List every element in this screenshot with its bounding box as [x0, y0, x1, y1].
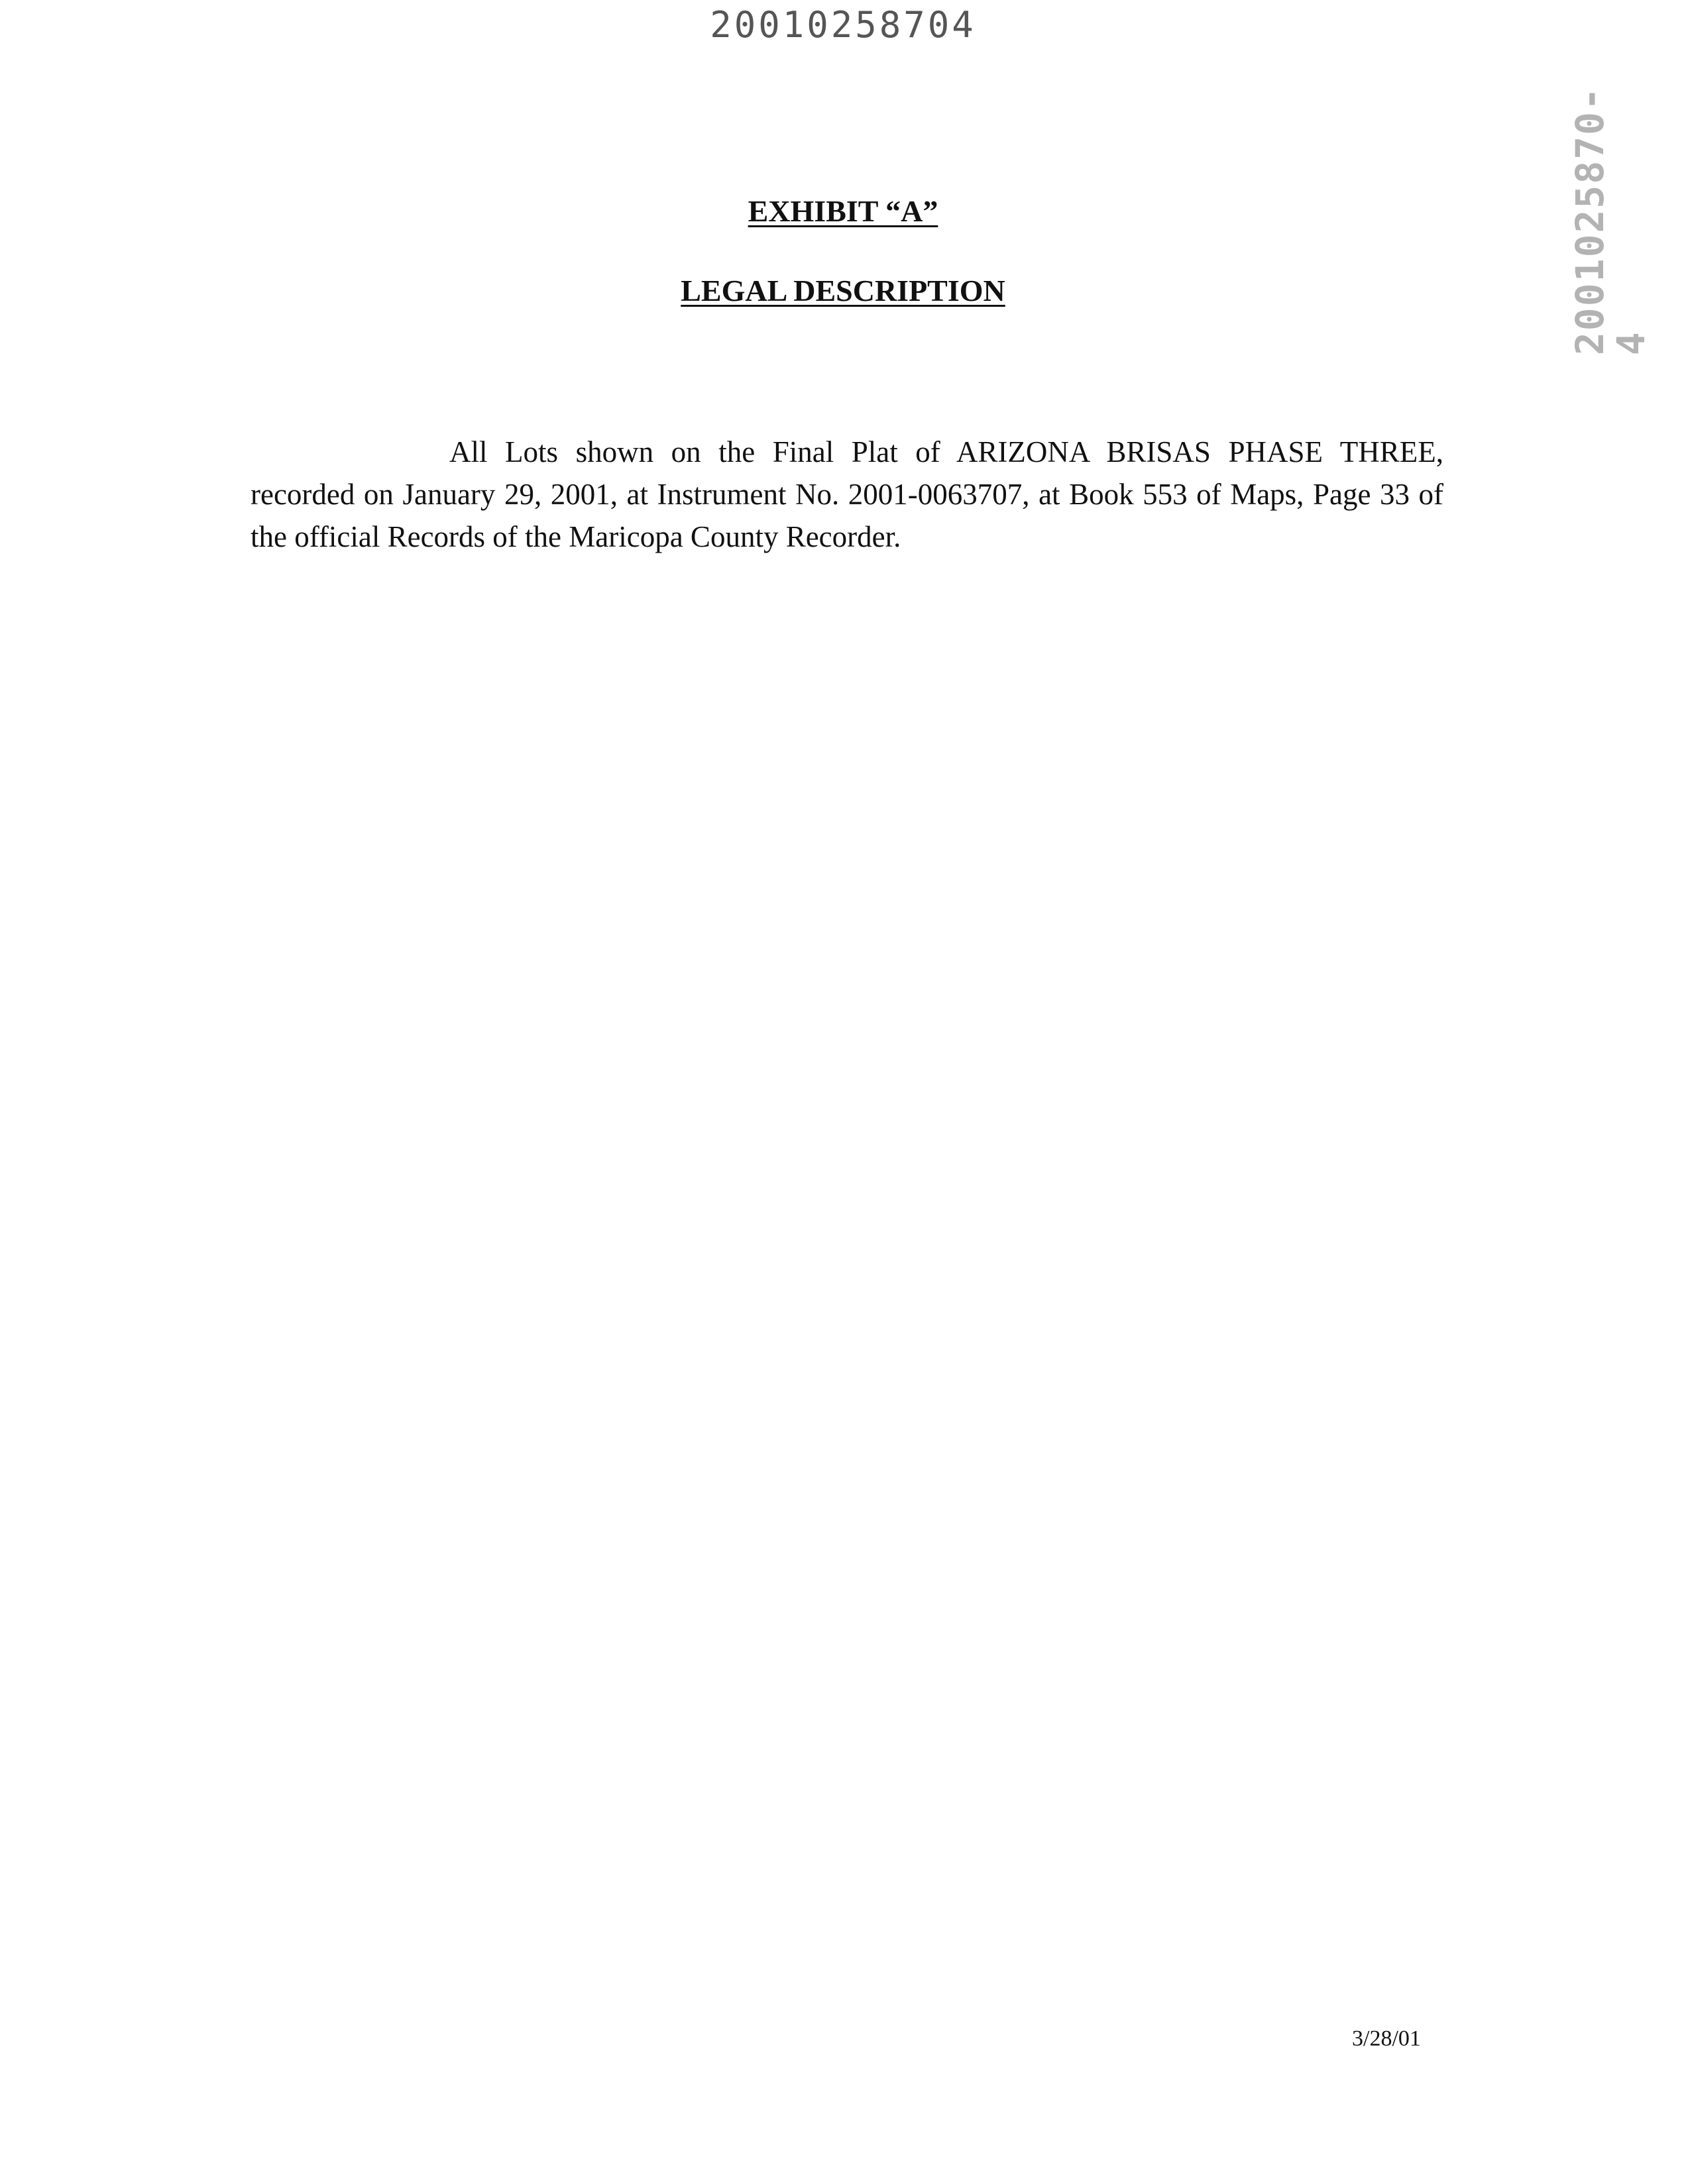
footer-date: 3/28/01	[1352, 2026, 1421, 2051]
exhibit-heading	[0, 193, 1686, 229]
legal-description-heading	[0, 273, 1686, 308]
exhibit-title: EXHIBIT “A”	[748, 194, 938, 228]
legal-description-body	[251, 431, 1443, 558]
legal-description-title: LEGAL DESCRIPTION	[681, 274, 1005, 307]
side-stamp-text: 2001025870-4	[1567, 86, 1654, 356]
paragraph-text: All Lots shown on the Final Plat of ARIZONA BRISAS PHASE THREE, recorded on January 29, 2001, at Instrument No. 2001-0063707, at Book 553 of Maps, Page 33 of the official Records of the Maricopa County Recorder.	[251, 435, 1443, 553]
legal-description-paragraph	[251, 431, 1443, 558]
recording-number: 20010258704	[710, 4, 976, 46]
